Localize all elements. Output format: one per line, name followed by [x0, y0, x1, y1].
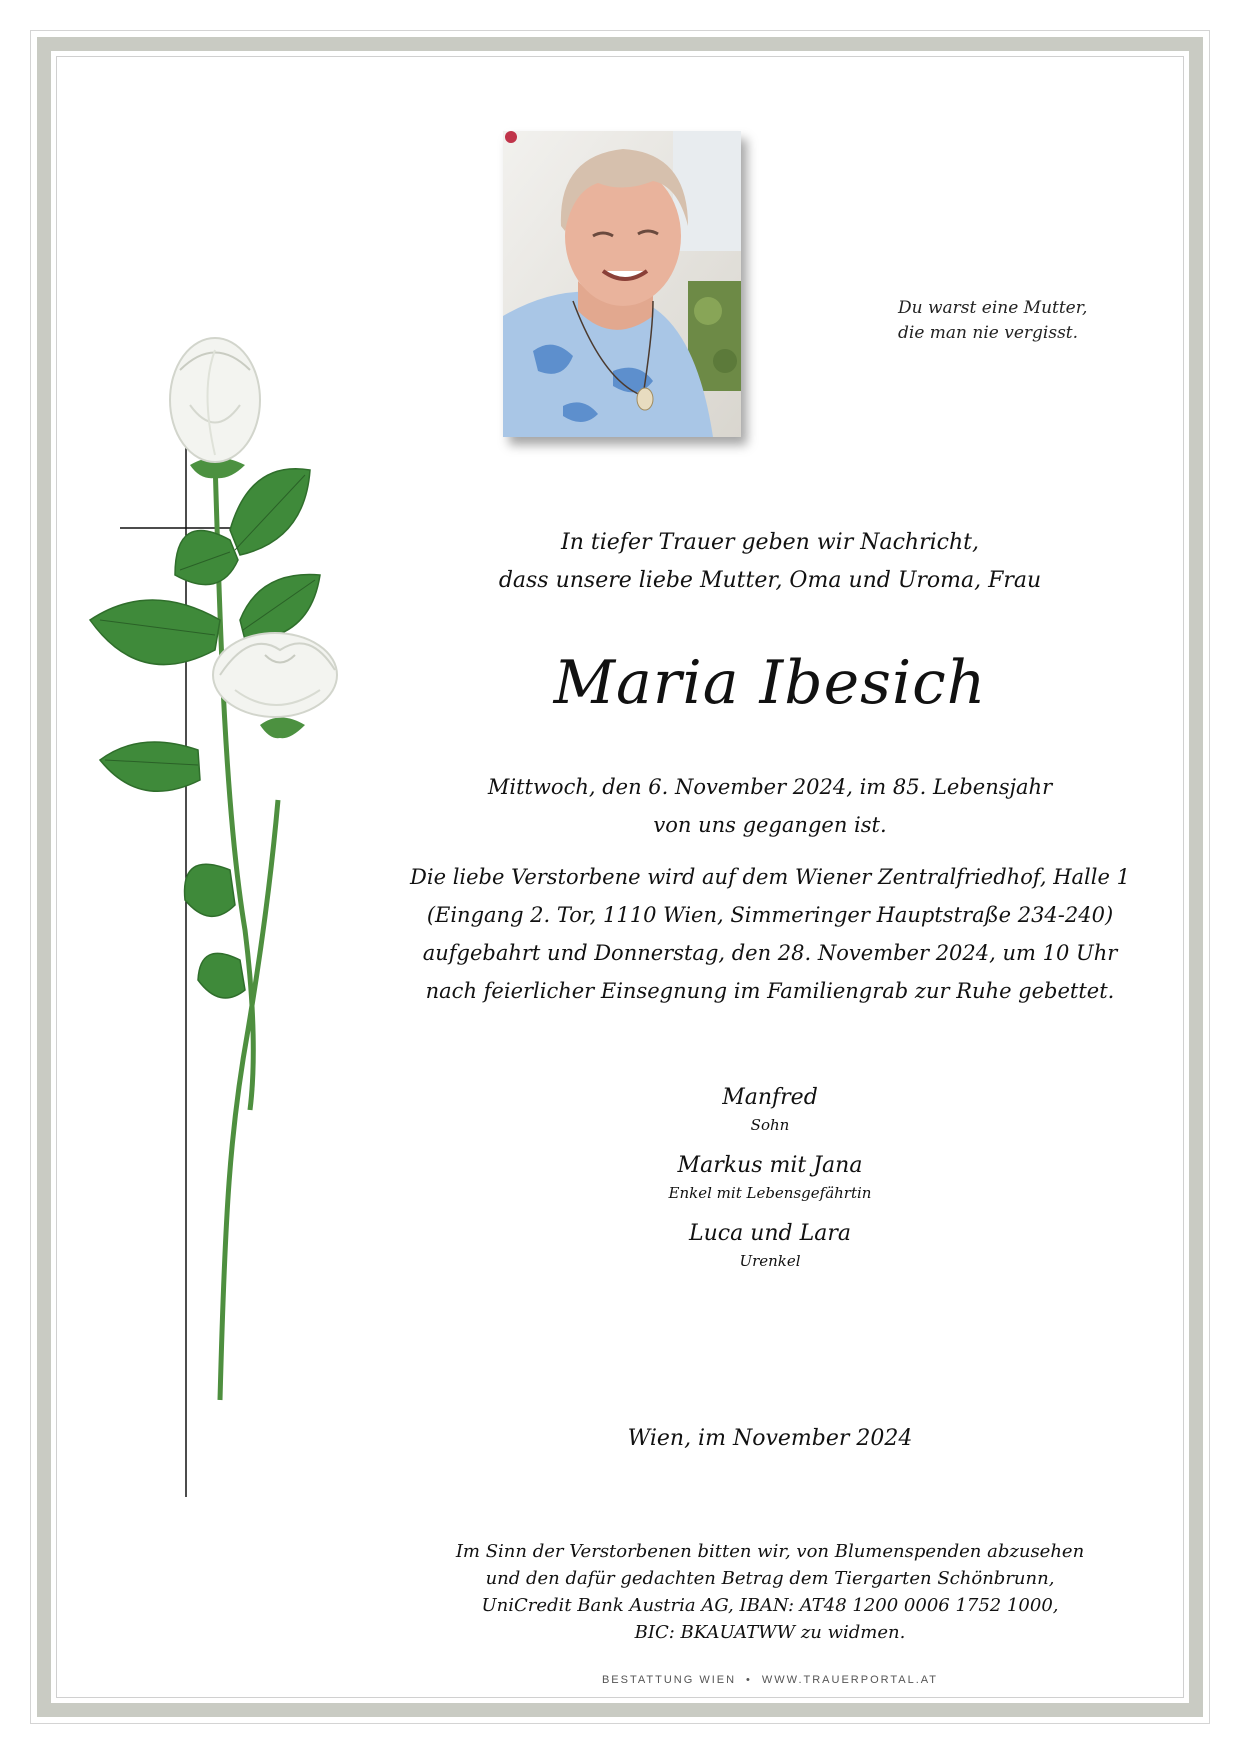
motto-line-2: die man nie vergisst. [898, 323, 1079, 343]
mourners-list [370, 1082, 1170, 1286]
mourner-relation: Sohn [750, 1116, 790, 1134]
donation-line-4: BIC: BKAUATWW zu widmen. [634, 1622, 906, 1643]
portrait-photo [503, 131, 741, 437]
ceremony-text [370, 858, 1170, 1010]
mourner-relation: Urenkel [739, 1252, 801, 1270]
mourner-entry [370, 1218, 1170, 1272]
motto-line-1: Du warst eine Mutter, [898, 298, 1088, 318]
footer-website[interactable]: WWW.TRAUERPORTAL.AT [761, 1674, 939, 1686]
white-rose-illustration [80, 330, 380, 1420]
open-rose-icon [213, 633, 337, 717]
mourner-entry [370, 1082, 1170, 1136]
passing-text [370, 768, 1170, 844]
footer-credit [370, 1674, 1170, 1686]
ceremony-line-3: aufgebahrt und Donnerstag, den 28. November 2024, um 10 Uhr [422, 941, 1118, 965]
mourner-name: Manfred [722, 1085, 818, 1110]
mourner-name: Luca und Lara [689, 1221, 851, 1246]
passing-line-1: Mittwoch, den 6. November 2024, im 85. Lebensjahr [487, 775, 1053, 799]
ceremony-line-4: nach feierlicher Einsegnung im Familiengrab zur Ruhe gebettet. [425, 979, 1115, 1003]
deceased-name: Maria Ibesich [553, 648, 987, 718]
footer-separator: • [746, 1674, 752, 1686]
donation-line-3: UniCredit Bank Austria AG, IBAN: AT48 1200 0006 1752 1000, [481, 1595, 1059, 1616]
mourner-relation: Enkel mit Lebensgefährtin [668, 1184, 872, 1202]
rose-bud-icon [170, 338, 260, 462]
passing-line-2: von uns gegangen ist. [653, 813, 887, 837]
place-date: Wien, im November 2024 [627, 1426, 913, 1451]
intro-line-1: In tiefer Trauer geben wir Nachricht, [561, 530, 979, 555]
donation-request [370, 1538, 1170, 1646]
ceremony-line-2: (Eingang 2. Tor, 1110 Wien, Simmeringer Hauptstraße 234-240) [426, 903, 1114, 927]
footer-company: BESTATTUNG WIEN [601, 1674, 737, 1686]
motto-quote [898, 296, 1138, 346]
mourner-entry [370, 1150, 1170, 1204]
donation-line-1: Im Sinn der Verstorbenen bitten wir, von Blumenspenden abzusehen [455, 1541, 1085, 1562]
donation-line-2: und den dafür gedachten Betrag dem Tiergarten Schönbrunn, [485, 1568, 1055, 1589]
intro-line-2: dass unsere liebe Mutter, Oma und Uroma, Frau [498, 568, 1042, 593]
intro-text [370, 524, 1170, 600]
mourner-name: Markus mit Jana [677, 1153, 863, 1178]
ceremony-line-1: Die liebe Verstorbene wird auf dem Wiener Zentralfriedhof, Halle 1 [410, 865, 1130, 889]
